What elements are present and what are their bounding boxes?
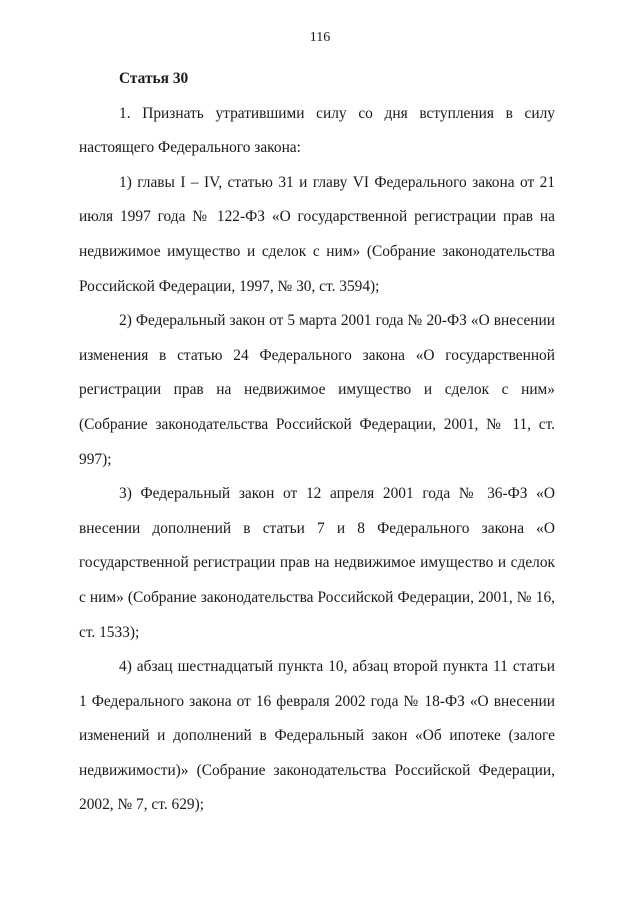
paragraph-intro: 1. Признать утратившими силу со дня вступления в силу настоящего Федерального закона: xyxy=(79,104,555,157)
list-item-4: 4) абзац шестнадцатый пункта 10, абзац второй пункта 11 статьи 1 Федерального закона от 16 февраля 2002 года № 18-ФЗ «О внесении изменений и дополнений в Федеральный закон «Об ипотеке (залоге недвижимости)» (Собрание законодательства Российской Федерации, 2002, № 7, ст. 629); xyxy=(79,658,555,814)
page-number: 116 xyxy=(309,30,331,45)
article-title: Статья 30 xyxy=(119,70,189,87)
document-body xyxy=(79,62,555,823)
list-item-1: 1) главы I – IV, статью 31 и главу VI Федерального закона от 21 июля 1997 года № 122-ФЗ «О государственной регистрации прав на недвижимое имущество и сделок с ним» (Собрание законодательства Российской Федерации, 1997, № 30, ст. 3594); xyxy=(79,173,555,295)
list-item-2: 2) Федеральный закон от 5 марта 2001 года № 20-ФЗ «О внесении изменения в статью 24 Федерального закона «О государственной регистрации прав на недвижимое имущество и сделок с ним» (Собрание законодательства Российской Федерации, 2001, № 11, ст. 997); xyxy=(79,312,555,468)
list-item-3: 3) Федеральный закон от 12 апреля 2001 года № 36-ФЗ «О внесении дополнений в статьи 7 и 8 Федерального закона «О государственной регистрации прав на недвижимое имущество и сделок с ним» (Собрание законодательства Российской Федерации, 2001, № 16, ст. 1533); xyxy=(79,485,555,641)
